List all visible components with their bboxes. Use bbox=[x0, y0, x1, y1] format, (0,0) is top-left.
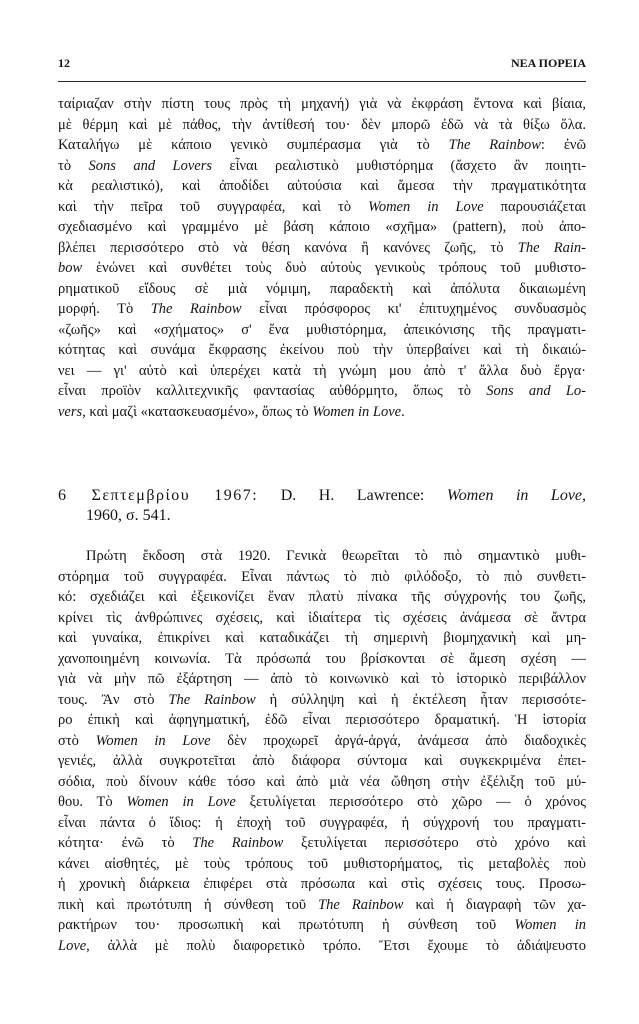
text-line: ἡ χρονικὴ διάρκεια ἐπιφέρει στὰ πρόσωπα καὶ στὶς σχέσεις τους. Προσω- bbox=[58, 876, 586, 892]
text-line: καὶ τὴν πεῖρα τοῦ συγγραφέα, καὶ τὸ Women in Love παρουσιάζεται bbox=[58, 198, 586, 215]
text-line: «ζωῆς» καὶ «σχήματος» σ' ἕνα μυθιστόρημα, ἀπεικόνισης τῆς πραγματι- bbox=[58, 321, 586, 338]
text-line: κάνει αἰσθητές, μὲ τοὺς τρόπους τοῦ μυθιστορήματος, τὶς μεταβολὲς ποὺ bbox=[58, 855, 586, 872]
diary-entry-heading bbox=[58, 486, 586, 526]
text-line: γιὰ νὰ μὴν πῶ ἐξάρτηση — ἀπὸ τὸ κοινωνικὸ καὶ τὸ ἱστορικὸ περιβάλλον bbox=[58, 671, 586, 687]
text-line: τους. Ἂν στὸ The Rainbow ἡ σύλληψη καὶ ἡ ἐκτέλεση ἦταν περισσότε- bbox=[58, 691, 586, 708]
paragraph-2 bbox=[58, 546, 586, 956]
text-line: βλέπει περισσότερο στὸ νὰ θέση κανόνα ἢ κανόνες ζωῆς, τὸ The Rain- bbox=[58, 239, 586, 256]
text-line: θου. Τὸ Women in Love ξετυλίγεται περισσότερο στὸ χῶρο — ὁ χρόνος bbox=[58, 794, 586, 810]
entry-book-title: Women in Love, bbox=[446, 487, 587, 504]
text-line: vers, καὶ μαζὶ «κατασκευασμένο», ὅπως τὸ Women in Love. bbox=[58, 403, 405, 420]
text-line: πικὴ καὶ πρωτότυπη ἡ σύνθεση τοῦ The Rainbow καὶ ἡ διαγραφὴ τῶν χα- bbox=[58, 896, 586, 913]
text-line: bow ἑνώνει καὶ συνθέτει τοὺς δυὸ αὐτοὺς γενικοὺς τρόπους τοῦ μυθιστο- bbox=[58, 260, 586, 276]
text-line: ρακτήρων του· προσωπικὴ καὶ πρωτότυπη ἡ σύνθεση τοῦ Women in bbox=[58, 917, 586, 933]
text-line: κρίνει τὶς ἀνθρώπινες σχέσεις, καὶ ἰδιαίτερα τὶς σχέσεις ἀνάμεσα σὲ ἄντρα bbox=[58, 609, 586, 626]
paragraph-1 bbox=[58, 94, 586, 422]
running-header bbox=[58, 56, 586, 74]
text-line: κὰ ρεαλιστικό), καὶ ἀποδίδει αὐτούσια καὶ ἄμεσα τὴν πραγματικότητα bbox=[58, 178, 586, 194]
page-number: 12 bbox=[58, 56, 70, 70]
text-line: μορφή. Τὸ The Rainbow εἶναι πρόσφορος κι' ἐπιτυχημένος συνδυασμὸς bbox=[58, 301, 586, 317]
text-line: καὶ γυναίκα, ἐπικρίνει καὶ καταδικάζει τὴ σημερινὴ βιομηχανικὴ καὶ μη- bbox=[58, 630, 586, 646]
text-line: ρηματικοῦ εἴδους σὲ μιὰ νόμιμη, παραδεκτὴ καὶ ἀπόλυτα δικαιωμένη bbox=[58, 280, 586, 297]
text-line: τὸ Sons and Lovers εἶναι ρεαλιστικὸ μυθιστόρημα (ἄσχετο ἂν ποιητι- bbox=[58, 157, 586, 174]
text-line: νει — γι' αὐτὸ καὶ ὑπερέχει κατὰ τὴ γνώμη μου ἀπὸ τ' ἄλλα δυὸ ἔργα· bbox=[58, 362, 586, 379]
text-line: χανοποιημένη κοινωνία. Τὰ πρόσωπά του βρίσκονται σὲ ἄμεση σχέση — bbox=[58, 650, 586, 667]
entry-author: D. H. Lawrence: bbox=[280, 487, 425, 504]
text-line: γενιές, ἀλλὰ συγκροτεῖται ἀπὸ διάφορα σύντομα καὶ συγκεκριμένα ἐπει- bbox=[58, 753, 586, 769]
text-line: εἶναι προϊὸν καλλιτεχνικῆς φαντασίας αὐθόρμητο, ὅπως τὸ Sons and Lo- bbox=[58, 383, 586, 399]
entry-line-1 bbox=[58, 486, 586, 506]
text-line: κότητας καὶ συνάμα ἔκφρασης ἐκείνου ποὺ τὴν ὑπερβαίνει καὶ τὴ δικαιώ- bbox=[58, 342, 586, 358]
text-line: Love, ἀλλὰ μὲ πολὺ διαφορετικὸ τρόπο. Ἔτσι ἔχουμε τὸ ἀδιάψευστο bbox=[58, 937, 586, 954]
header-rule bbox=[58, 81, 586, 82]
text-line: κότητα· ἐνῶ τὸ The Rainbow ξετυλίγεται περισσότερο στὸ χρόνο καὶ bbox=[58, 835, 586, 851]
entry-line-2: 1960, σ. 541. bbox=[86, 507, 171, 524]
text-line: σχεδιασμένο καὶ γραμμένο μὲ βάση κάποιο «σχῆμα» (pattern), ποὺ ἀπο- bbox=[58, 219, 586, 235]
text-line: ταίριαζαν στὴν πίστη τους πρὸς τὴ μηχανή) γιὰ νὰ ἐκφράση ἔντονα καὶ βίαια, bbox=[58, 96, 586, 112]
text-line: εἶναι πάντα ὁ ἴδιος: ἡ ἐποχὴ τοῦ συγγραφέα, ἡ σύγχρονή του πραγματι- bbox=[58, 814, 586, 831]
journal-title: ΝΕΑ ΠΟΡΕΙΑ bbox=[510, 56, 586, 70]
text-line: στὸ Women in Love δὲν προχωρεῖ ἀργά-ἀργά, ἀνάμεσα ἀπὸ διαδοχικὲς bbox=[58, 732, 586, 749]
text-line: στόρημα τοῦ συγγραφέα. Εἶναι πάντως τὸ πιὸ φιλόδοξο, τὸ πιὸ συνθετι- bbox=[58, 568, 586, 585]
text-line: κό: σχεδιάζει καὶ ἐξεικονίζει ἕναν πλατὺ πίνακα τῆς σύγχρονής του ζωῆς, bbox=[58, 589, 586, 605]
text-line: Πρώτη ἔκδοση στὰ 1920. Γενικὰ θεωρεῖται τὸ πιὸ σημαντικὸ μυθι- bbox=[86, 548, 586, 564]
text-line: μὲ θέρμη καὶ μὲ πάθος, τὴν ἀντίθεσή του· δὲν μπορῶ ἐδῶ νὰ τὰ θίξω ὅλα. bbox=[58, 116, 586, 133]
text-line: Καταλήγω μὲ κάποιο γενικὸ συμπέρασμα γιὰ τὸ The Rainbow: ἐνῶ bbox=[58, 137, 586, 153]
text-line: ρο ἐπικὴ καὶ ἀφηγηματική, ἐδῶ εἶναι περισσότερο δραματική. Ἡ ἱστορία bbox=[58, 712, 586, 728]
text-line: σόδια, ποὺ δίνουν κάθε τόσο καὶ ἀπὸ μιὰ νέα ὤθηση στὴν ἐξέλιξη τοῦ μύ- bbox=[58, 773, 586, 790]
entry-date: 6 Σεπτεμβρίου 1967: bbox=[58, 487, 259, 504]
